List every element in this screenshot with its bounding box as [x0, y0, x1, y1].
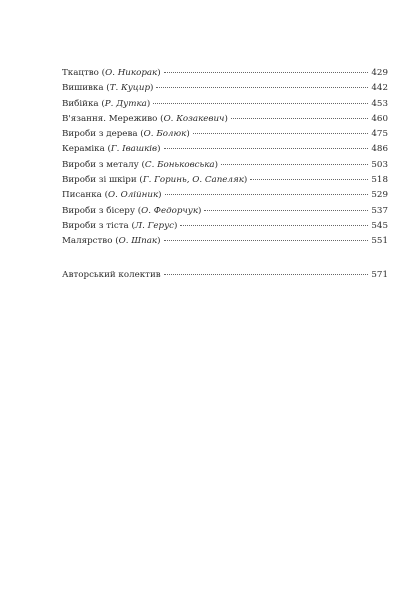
toc-author: О. Шпак: [118, 236, 158, 247]
dot-leader: [204, 210, 368, 211]
toc-entry[interactable]: [62, 158, 388, 173]
toc-entry[interactable]: [62, 173, 388, 188]
toc-entry[interactable]: [62, 66, 388, 81]
toc-entry-title: [62, 81, 153, 96]
toc-title-close: ): [157, 68, 161, 78]
toc-title-close: ): [214, 159, 218, 170]
toc-entry[interactable]: [62, 219, 388, 234]
toc-page-number: 453: [371, 98, 388, 109]
toc-entry[interactable]: [62, 204, 388, 219]
dot-leader: [156, 87, 368, 88]
toc-title-close: ): [198, 205, 202, 216]
toc-page-number: 486: [371, 144, 388, 155]
toc-page-number: 551: [371, 236, 388, 247]
toc-page-number: 460: [371, 113, 388, 124]
toc-author: О. Федорчук: [141, 205, 199, 216]
toc-entry-title: [62, 219, 177, 234]
toc-author: О. Козакевич: [163, 113, 225, 124]
dot-leader: [164, 274, 369, 275]
toc-page-number: 475: [371, 129, 388, 140]
toc-page-number: 442: [371, 83, 388, 94]
toc-entry[interactable]: [62, 127, 388, 142]
dot-leader: [221, 164, 368, 165]
toc-entry[interactable]: [62, 142, 388, 157]
toc-title-text: Ткацтво (: [62, 68, 106, 78]
toc-title-close: ): [186, 129, 190, 140]
toc-author: Т. Куцир: [109, 83, 151, 94]
toc-author: Р. Дутка: [104, 98, 147, 109]
toc-entry-title: [62, 66, 161, 81]
toc-title-text: Кераміка (: [62, 144, 111, 155]
dot-leader: [164, 240, 369, 241]
dot-leader: [164, 148, 369, 149]
toc-title-text: Малярство (: [62, 236, 119, 247]
toc-entry-title: [62, 97, 150, 112]
toc-entry[interactable]: [62, 112, 388, 127]
toc-title-close: ): [146, 98, 151, 109]
toc-title-close: ): [243, 175, 248, 186]
toc-title-text: Вироби з бісеру (: [62, 205, 142, 216]
toc-title-text: Вибійка (: [62, 98, 105, 109]
toc-author: Г. Івашків: [110, 144, 158, 155]
section-gap: [62, 250, 388, 268]
toc-page-number: 571: [371, 269, 388, 280]
toc-author: Г. Горинь, О. Сапеляк: [142, 175, 244, 186]
toc-title-text: Вироби з тіста (: [62, 220, 135, 231]
toc-entry-title: [62, 112, 228, 127]
toc-page-number: 429: [371, 68, 388, 78]
toc-author: О. Болюк: [143, 129, 187, 140]
toc-entry-title: [62, 234, 161, 249]
toc-entry-title: [62, 127, 190, 142]
toc-entry-title: [62, 173, 247, 188]
dot-leader: [231, 118, 369, 119]
toc-entry[interactable]: [62, 188, 388, 203]
dot-leader: [153, 103, 368, 104]
toc-title-text: Вишивка (: [62, 83, 110, 94]
toc-page-number: 537: [371, 205, 388, 216]
toc-title-text: В'язання. Мереживо (: [62, 113, 164, 124]
toc-entry-title: Авторський колектив: [62, 269, 161, 280]
toc-author: О. Никорак: [105, 68, 158, 78]
toc-entry-title: [62, 142, 161, 157]
dot-leader: [164, 72, 369, 73]
toc-entry-title: [62, 204, 201, 219]
toc-title-close: ): [224, 113, 228, 124]
toc-title-close: ): [158, 190, 162, 201]
toc-title-close: ): [173, 220, 178, 231]
toc-page-number: 529: [371, 190, 388, 201]
toc-page-number: 518: [371, 175, 388, 186]
toc-title-close: ): [157, 236, 161, 247]
toc-page-number: 503: [371, 159, 388, 170]
toc-title-text: Вироби з металу (: [62, 159, 145, 170]
toc-entry-authors[interactable]: [62, 268, 388, 283]
toc-entry-title: [62, 188, 162, 203]
dot-leader: [165, 194, 369, 195]
toc-author: С. Боньковська: [144, 159, 215, 170]
toc-entry[interactable]: [62, 234, 388, 249]
toc-title-text: Вироби зі шкіри (: [62, 175, 143, 186]
toc-entry[interactable]: [62, 81, 388, 96]
toc-list: [62, 66, 388, 250]
toc-page-number: 545: [371, 220, 388, 231]
dot-leader: [180, 225, 368, 226]
toc-title-text: Писанка (: [62, 190, 108, 201]
dot-leader: [193, 133, 369, 134]
toc-title-close: ): [157, 144, 161, 155]
toc-entry[interactable]: [62, 97, 388, 112]
table-of-contents: [62, 66, 388, 283]
toc-author: О. Олійник: [107, 190, 159, 201]
toc-entry-title: [62, 158, 218, 173]
toc-author: Л. Герус: [134, 220, 174, 231]
dot-leader: [250, 179, 368, 180]
toc-title-text: Вироби з дерева (: [62, 129, 144, 140]
toc-title-close: ): [150, 83, 154, 94]
